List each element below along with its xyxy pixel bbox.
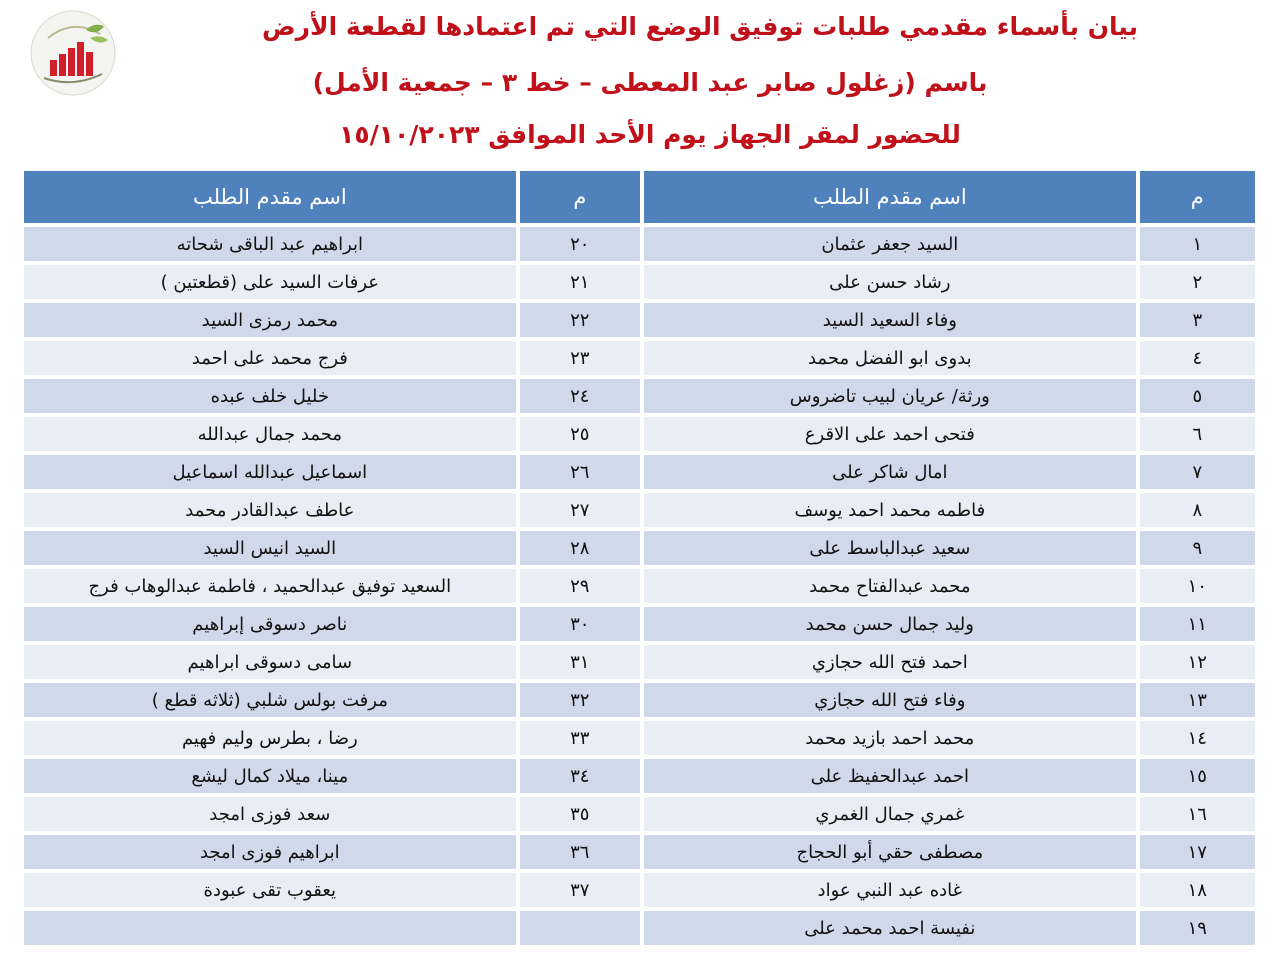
- row-number: ٨: [1140, 493, 1255, 527]
- applicant-name: مصطفى حقي أبو الحجاج: [644, 835, 1136, 869]
- row-number: [520, 911, 640, 945]
- row-number: ٣: [1140, 303, 1255, 337]
- row-number: ٦: [1140, 417, 1255, 451]
- row-number: ١٠: [1140, 569, 1255, 603]
- applicant-name: محمد عبدالفتاح محمد: [644, 569, 1136, 603]
- applicant-name: محمد احمد بازيد محمد: [644, 721, 1136, 755]
- row-number: ٥: [1140, 379, 1255, 413]
- applicant-name: فرج محمد على احمد: [24, 341, 516, 375]
- applicant-name: سعد فوزى امجد: [24, 797, 516, 831]
- row-number: ٣٠: [520, 607, 640, 641]
- applicant-name: رشاد حسن على: [644, 265, 1136, 299]
- applicant-name: ناصر دسوقى إبراهيم: [24, 607, 516, 641]
- applicant-name: خليل خلف عبده: [24, 379, 516, 413]
- row-number: ٢٦: [520, 455, 640, 489]
- applicant-name: ابراهيم عبد الباقى شحاته: [24, 227, 516, 261]
- applicant-name: سعيد عبدالباسط على: [644, 531, 1136, 565]
- applicant-name: مرفت بولس شلبي (ثلاثه قطع ): [24, 683, 516, 717]
- applicant-name: يعقوب تقى عبودة: [24, 873, 516, 907]
- table-row: [24, 493, 1255, 527]
- row-number: ٢١: [520, 265, 640, 299]
- applicant-name: [24, 911, 516, 945]
- applicant-name: فاطمه محمد احمد يوسف: [644, 493, 1136, 527]
- row-number: ٢٨: [520, 531, 640, 565]
- row-number: ٣١: [520, 645, 640, 679]
- row-number: ١٣: [1140, 683, 1255, 717]
- row-number: ١٩: [1140, 911, 1255, 945]
- applicant-name: السيد انيس السيد: [24, 531, 516, 565]
- applicant-name: بدوى ابو الفضل محمد: [644, 341, 1136, 375]
- applicant-name: مينا، ميلاد كمال ليشع: [24, 759, 516, 793]
- applicant-name: امال شاكر على: [644, 455, 1136, 489]
- table-row: [24, 759, 1255, 793]
- applicant-name: احمد فتح الله حجازي: [644, 645, 1136, 679]
- header-num-2: م: [520, 171, 640, 223]
- row-number: ١٨: [1140, 873, 1255, 907]
- row-number: ٣٦: [520, 835, 640, 869]
- header-name-2: اسم مقدم الطلب: [24, 171, 516, 223]
- row-number: ٧: [1140, 455, 1255, 489]
- applicant-name: ابراهيم فوزى امجد: [24, 835, 516, 869]
- row-number: ٢٠: [520, 227, 640, 261]
- applicant-name: وليد جمال حسن محمد: [644, 607, 1136, 641]
- applicant-name: احمد عبدالحفيظ على: [644, 759, 1136, 793]
- table-row: [24, 835, 1255, 869]
- applicant-name: ورثة/ عريان لبيب تاضروس: [644, 379, 1136, 413]
- applicant-name: غمري جمال الغمري: [644, 797, 1136, 831]
- row-number: ١٥: [1140, 759, 1255, 793]
- applicant-name: عاطف عبدالقادر محمد: [24, 493, 516, 527]
- row-number: ٤: [1140, 341, 1255, 375]
- applicant-name: عرفات السيد على (قطعتين ): [24, 265, 516, 299]
- row-number: ٢٣: [520, 341, 640, 375]
- header-name-1: اسم مقدم الطلب: [644, 171, 1136, 223]
- applicants-table: [20, 167, 1259, 949]
- applicant-name: نفيسة احمد محمد على: [644, 911, 1136, 945]
- row-number: ٢٤: [520, 379, 640, 413]
- row-number: ٣٤: [520, 759, 640, 793]
- applicant-name: رضا ، بطرس وليم فهيم: [24, 721, 516, 755]
- row-number: ٣٢: [520, 683, 640, 717]
- table-row: [24, 455, 1255, 489]
- table-row: [24, 873, 1255, 907]
- applicant-name: السعيد توفيق عبدالحميد ، فاطمة عبدالوهاب فرج: [24, 569, 516, 603]
- row-number: ١٧: [1140, 835, 1255, 869]
- applicant-name: فتحى احمد على الاقرع: [644, 417, 1136, 451]
- row-number: ٢: [1140, 265, 1255, 299]
- table-row: [24, 303, 1255, 337]
- table-row: [24, 265, 1255, 299]
- page-title: بيان بأسماء مقدمي طلبات توفيق الوضع التي تم اعتمادها لقطعة الأرض: [261, 12, 1139, 41]
- applicant-name: محمد رمزى السيد: [24, 303, 516, 337]
- applicant-name: اسماعيل عبدالله اسماعيل: [24, 455, 516, 489]
- row-number: ١٤: [1140, 721, 1255, 755]
- row-number: ١٢: [1140, 645, 1255, 679]
- table-row: [24, 683, 1255, 717]
- attendance-date-line: للحضور لمقر الجهاز يوم الأحد الموافق ١٥/١٠/٢٠٢٣: [339, 120, 961, 149]
- row-number: ٣٧: [520, 873, 640, 907]
- table-row: [24, 341, 1255, 375]
- table-row: [24, 531, 1255, 565]
- row-number: ٣٣: [520, 721, 640, 755]
- table-row: [24, 721, 1255, 755]
- table-header-row: [24, 171, 1255, 223]
- row-number: ٢٢: [520, 303, 640, 337]
- applicant-name: وفاء فتح الله حجازي: [644, 683, 1136, 717]
- row-number: ٣٥: [520, 797, 640, 831]
- row-number: ١١: [1140, 607, 1255, 641]
- applicant-name: محمد جمال عبدالله: [24, 417, 516, 451]
- row-number: ١: [1140, 227, 1255, 261]
- row-number: ٢٩: [520, 569, 640, 603]
- table-row: [24, 645, 1255, 679]
- row-number: ١٦: [1140, 797, 1255, 831]
- row-number: ٩: [1140, 531, 1255, 565]
- applicant-name: غاده عبد النبي عواد: [644, 873, 1136, 907]
- row-number: ٢٧: [520, 493, 640, 527]
- table-row: [24, 417, 1255, 451]
- page-subtitle: باسم (زغلول صابر عبد المعطى – خط ٣ – جمعية الأمل): [312, 68, 988, 97]
- table-row: [24, 569, 1255, 603]
- applicant-name: سامى دسوقى ابراهيم: [24, 645, 516, 679]
- row-number: ٢٥: [520, 417, 640, 451]
- table-row: [24, 379, 1255, 413]
- table-row: [24, 911, 1255, 945]
- header-num-1: م: [1140, 171, 1255, 223]
- table-row: [24, 797, 1255, 831]
- city-logo-icon: [28, 8, 118, 98]
- table-row: [24, 607, 1255, 641]
- table-row: [24, 227, 1255, 261]
- applicant-name: وفاء السعيد السيد: [644, 303, 1136, 337]
- applicant-name: السيد جعفر عثمان: [644, 227, 1136, 261]
